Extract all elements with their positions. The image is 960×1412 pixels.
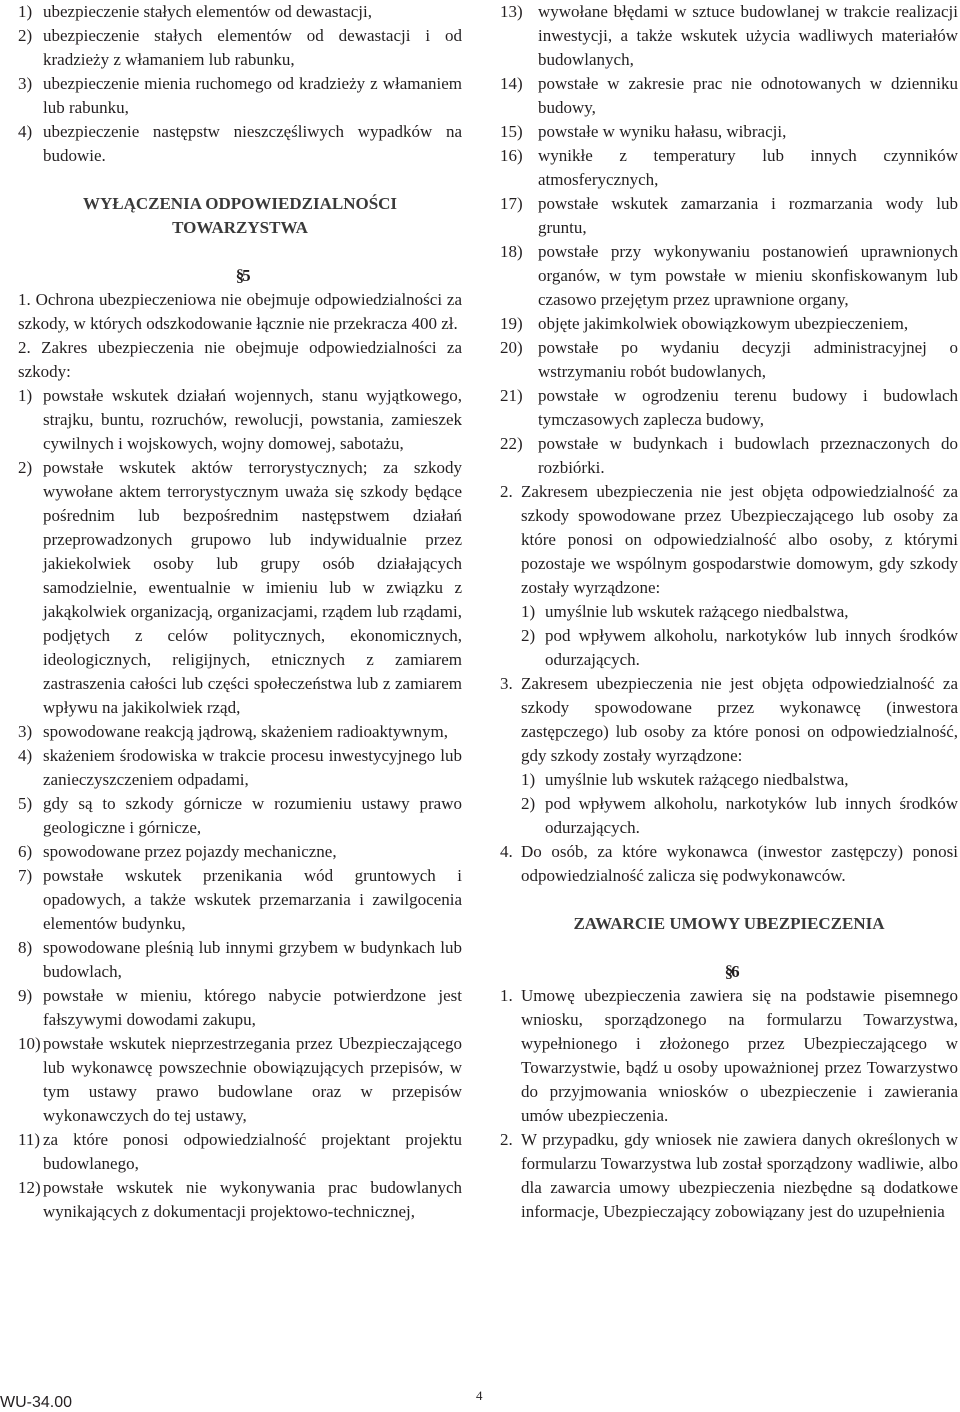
paragraph: 3. Zakresem ubezpieczenia nie jest objęta odpowiedzialność za szkody spowodowane przez wykonawcę (inwestora zastępczego) lub osoby za które ponosi on odpowiedzialność, gdy szkody zostały wyrządzone: (500, 674, 958, 765)
list-item: 16) wynikłe z temperatury lub innych czynników atmosferycznych, (500, 146, 958, 189)
list-item: 15) powstałe w wyniku hałasu, wibracji, (500, 122, 787, 141)
list-item: 1) umyślnie lub wskutek rażącego niedbalstwa, (521, 602, 849, 621)
list-item: 3) ubezpieczenie mienia ruchomego od kradzieży z włamaniem lub rabunku, (18, 74, 462, 117)
paragraph: 4. Do osób, za które wykonawca (inwestor zastępczy) ponosi odpowiedzialność zalicza się podwykonawców. (500, 842, 958, 885)
paragraph: 2. W przypadku, gdy wniosek nie zawiera danych określonych w formularzu Towarzystwa lub został sporządzony wadliwie, albo dla zawarcia umowy ubezpieczenia niezbędne są dodatkowe informacje, Ubezpieczający zobowiązany jest do uzupełnienia (500, 1130, 958, 1221)
list-item: 12) powstałe wskutek nie wykonywania prac budowlanych wynikających z dokumentacji projektowo-technicznej, (18, 1178, 462, 1221)
list-item: 18) powstałe przy wykonywaniu postanowień uprawnionych organów, w tym powstałe w mieniu skonfiskowanym lub czasowo przejętym przez uprawnione organy, (500, 242, 958, 309)
list-item: 10) powstałe wskutek nieprzestrzegania przez Ubezpieczającego lub wykonawcę powszechnie obowiązujących przepisów, w tym ustawy prawo budowlane oraz w przepisów wykonawczych do tej ustawy, (18, 1034, 462, 1125)
paragraph: 1. Ochrona ubezpieczeniowa nie obejmuje odpowiedzialności za szkody, w których odszkodowanie łącznie nie przekracza 400 zł. (18, 290, 462, 333)
list-item: 7) powstałe wskutek przenikania wód gruntowych i opadowych, a także wskutek przemarzania i zawilgocenia elementów budynku, (18, 866, 462, 933)
list-item: 2) pod wpływem alkoholu, narkotyków lub innych środków odurzających. (521, 794, 958, 837)
list-item: 2) pod wpływem alkoholu, narkotyków lub innych środków odurzających. (521, 626, 958, 669)
page-number: 4 (476, 1388, 483, 1403)
paragraph: 1. Umowę ubezpieczenia zawiera się na podstawie pisemnego wniosku, sporządzonego na formularzu Towarzystwa, wypełnionego i złożonego przez Ubezpieczającego w Towarzystwie, bądź u osoby upoważnionej przez Towarzystwo do przyjmowania wniosków o ubezpieczenie i zawierania umów ubezpieczenia. (500, 986, 958, 1125)
right-column (500, 0, 958, 1224)
section-sign: § (724, 962, 734, 981)
section-value: 5 (242, 266, 251, 285)
paragraph: 2. Zakresem ubezpieczenia nie jest objęta odpowiedzialność za szkody spowodowane przez Ubezpieczającego lub osoby za które ponosi on odpowiedzialność albo osoby, z którymi pozostaje we wspólnym gospodarstwie domowym, gdy szkody zostały wyrządzone: (500, 482, 958, 597)
section-value: 6 (731, 962, 740, 981)
section-sign: § (235, 266, 245, 285)
paragraph: 2. Zakres ubezpieczenia nie obejmuje odpowiedzialności za szkody: (18, 338, 462, 381)
list-item: 19) objęte jakimkolwiek obowiązkowym ubezpieczeniem, (500, 314, 909, 333)
list-item: 17) powstałe wskutek zamarzania i rozmarzania wody lub gruntu, (500, 194, 958, 237)
list-item: 1) ubezpieczenie stałych elementów od dewastacji, (18, 2, 372, 21)
list-item: 1) powstałe wskutek działań wojennych, stanu wyjątkowego, strajku, buntu, rozruchów, rewolucji, powstania, zamieszek cywilnych i wojskowych, wojny domowej, sabotażu, (18, 386, 462, 453)
document-code: WU-34.00 (0, 1394, 73, 1411)
list-item: 1) umyślnie lub wskutek rażącego niedbalstwa, (521, 770, 849, 789)
left-column (18, 0, 462, 1224)
list-item: 20) powstałe po wydaniu decyzji administracyjnej o wstrzymaniu robót budowlanych, (500, 338, 958, 381)
list-item: 8) spowodowane pleśnią lub innymi grzybem w budynkach lub budowlach, (18, 938, 462, 981)
section-heading: ZAWARCIE UMOWY UBEZPIECZENIA (573, 914, 885, 933)
list-item: 2) powstałe wskutek aktów terrorystycznych; za szkody wywołane aktem terrorystycznym uważa się szkody będące pośrednim lub bezpośrednim następstwem działań przeprowadzonych grupowo lub indywidualnie przez jakiekolwiek osoby lub grupy osób działających samodzielnie, ewentualnie w imieniu lub w związku z jakąkolwiek organizacją, organizacjami, rządem lub rządami, podjętych z celów politycznych, ekonomicznych, ideologicznych, religijnych, etnicznych z zamiarem zastraszenia całości lub części społeczeństwa lub z zamiarem wpływu na jakikolwiek rząd, (18, 458, 462, 717)
section-heading: WYŁĄCZENIA ODPOWIEDZIALNOŚCI TOWARZYSTWA (82, 194, 398, 237)
list-item: 6) spowodowane przez pojazdy mechaniczne, (18, 842, 337, 861)
list-item: 13) wywołane błędami w sztuce budowlanej w trakcie realizacji inwestycji, a także wskutek użycia wadliwych materiałów budowlanych, (500, 2, 958, 69)
list-item: 21) powstałe w ogrodzeniu terenu budowy i budowlach tymczasowych zaplecza budowy, (500, 386, 958, 429)
list-item: 3) spowodowane reakcją jądrową, skażeniem radioaktywnym, (18, 722, 449, 741)
list-item: 14) powstałe w zakresie prac nie odnotowanych w dzienniku budowy, (500, 74, 958, 117)
list-item: 5) gdy są to szkody górnicze w rozumieniu ustawy prawo geologiczne i górnicze, (18, 794, 462, 837)
list-item: 11) za które ponosi odpowiedzialność projektant projektu budowlanego, (18, 1130, 462, 1173)
list-item: 4) skażeniem środowiska w trakcie procesu inwestycyjnego lub zanieczyszczeniem odpadami, (18, 746, 462, 789)
list-item: 9) powstałe w mieniu, którego nabycie potwierdzone jest fałszywymi dowodami zakupu, (18, 986, 462, 1029)
list-item: 22) powstałe w budynkach i budowlach przeznaczonych do rozbiórki. (500, 434, 958, 477)
list-item: 4) ubezpieczenie następstw nieszczęśliwych wypadków na budowie. (18, 122, 462, 165)
list-item: 2) ubezpieczenie stałych elementów od dewastacji i od kradzieży z włamaniem lub rabunku, (18, 26, 462, 69)
